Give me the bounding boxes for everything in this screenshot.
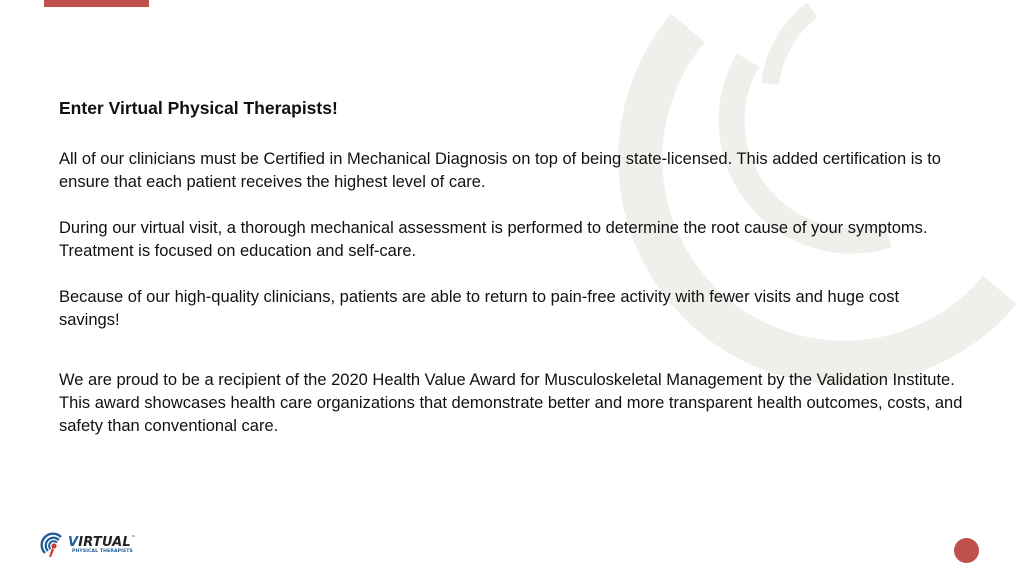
paragraph-certification: All of our clinicians must be Certified in Mechanical Diagnosis on top of being state-licensed. This added certification is to ensure that each patient receives the highest level of care. [59, 150, 941, 191]
paragraph-award: We are proud to be a recipient of the 2020 Health Value Award for Musculoskeletal Management by the Validation Institute. This award showcases health care organizations that demonstrate better and more transparent health outcomes, costs, and safety than conventional care. [59, 371, 963, 435]
logo-wordmark [68, 536, 136, 549]
logo-trademark: ™ [130, 534, 137, 541]
paragraph-clinicians: Because of our high-quality clinicians, patients are able to return to pain-free activity with fewer visits and huge cost savings! [59, 288, 900, 329]
paragraph-assessment: During our virtual visit, a thorough mechanical assessment is performed to determine the root cause of your symptoms. Treatment is focused on education and self-care. [59, 219, 928, 260]
logo-rest-word: IRTUAL [78, 534, 131, 550]
slide-heading: Enter Virtual Physical Therapists! [59, 98, 338, 118]
company-logo [39, 530, 136, 560]
logo-first-letter: V [68, 534, 79, 550]
logo-mark-icon [39, 531, 67, 559]
logo-subtitle: PHYSICAL THERAPISTS [72, 548, 133, 554]
slide-content [59, 95, 964, 461]
page-indicator-dot [954, 538, 979, 563]
